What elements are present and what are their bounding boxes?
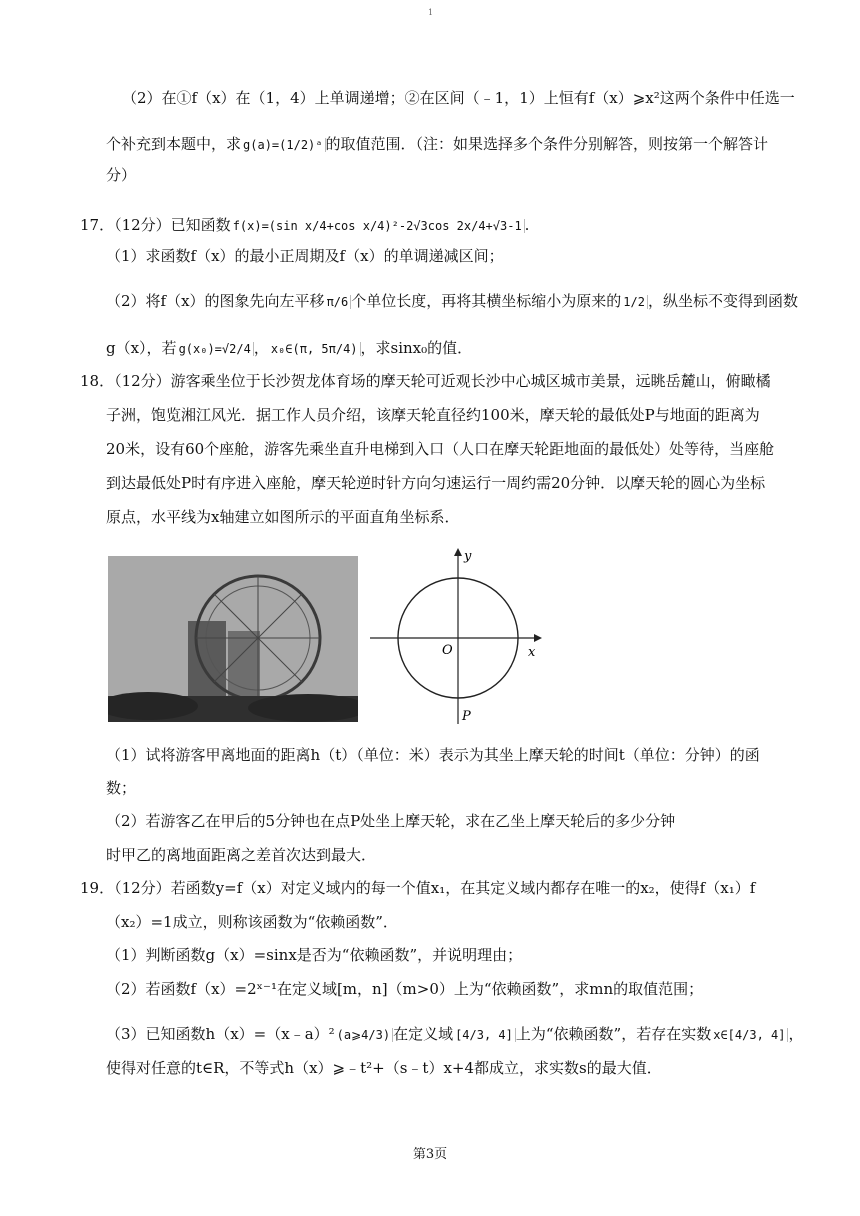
q18-line1: 18．（12分）游客乘坐位于长沙贺龙体育场的摩天轮可近观长沙中心城区城市美景，远眺岳麓山，俯瞰橘: [80, 372, 771, 390]
text: ，: [788, 1025, 804, 1043]
text: 个补充到本题中，求: [106, 135, 242, 153]
q19-part3-line2: 使得对任意的t∈R，不等式h（x）⩾﹣t²+（s﹣t）x+4都成立，求实数s的最大值．: [106, 1059, 662, 1077]
formula-g-a: g(a)=(1/2)ᵃ: [241, 138, 325, 152]
text: 在定义域: [393, 1025, 454, 1043]
q18-part1-line1: （1）试将游客甲离地面的距离h（t）（单位：米）表示为其坐上摩天轮的时间t（单位：分钟）的函: [106, 746, 760, 764]
coordinate-diagram: [370, 544, 544, 726]
ferris-wheel-photo-art: [108, 556, 358, 722]
page-footer: 第3页: [412, 1147, 448, 1162]
q18-part2-line1: （2）若游客乙在甲后的5分钟也在点P处坐上摩天轮，求在乙坐上摩天轮后的多少分钟: [106, 812, 676, 830]
text: 的取值范围．（注：如果选择多个条件分别解答，则按第一个解答计: [325, 135, 769, 153]
q19-line1: 19．（12分）若函数y=f（x）对定义域内的每一个值x₁，在其定义域内都存在唯一的x₂，使得f（x₁）f: [80, 879, 756, 897]
origin-label: O: [442, 643, 453, 658]
q16-part2-line3: 分）: [106, 166, 137, 184]
formula-x-in: x∈[4/3, 4]: [711, 1028, 788, 1042]
formula-x0-range: x₀∈(π, 5π/4): [269, 342, 361, 356]
text: ，纵坐标不变得到函数: [647, 292, 798, 310]
q18-part1-line2: 数；: [106, 779, 137, 797]
q19-part3-line1: [106, 1023, 803, 1046]
q18-part2-line2: 时甲乙的离地面距离之差首次达到最大．: [106, 846, 377, 864]
q19-part1: （1）判断函数g（x）=sinx是否为“依赖函数”，并说明理由；: [106, 946, 523, 964]
q17-stem: 17．（12分）已知函数 f(x)=(sin x/4+cos x/4)²-2√3cos 2x/4+√3-1 .: [80, 216, 530, 234]
formula-a-cond: (a⩾4/3): [335, 1028, 393, 1042]
text: 上为“依赖函数”，若存在实数: [515, 1025, 712, 1043]
formula-domain: [4/3, 4]: [453, 1028, 516, 1042]
point-p-label: P: [462, 709, 471, 724]
formula-half: 1/2: [621, 295, 648, 309]
q17-part2-line1: [106, 290, 798, 313]
formula-pi6: π/6: [325, 295, 352, 309]
q18-line3: 20米，设有60个座舱，游客先乘坐直升电梯到入口（人口在摩天轮距地面的最低处）处等待，当座舱: [106, 440, 775, 458]
text: （3）已知函数h（x）=（x﹣a）²: [106, 1025, 335, 1043]
text: （2）将f（x）的图象先向左平移: [106, 292, 325, 310]
q18-line2: 子洲，饱览湘江风光．据工作人员介绍，该摩天轮直径约100米，摩天轮的最低处P与地面的距离为: [106, 406, 760, 424]
header-mark: 1: [428, 8, 434, 17]
text: ，求sinx₀的值．: [360, 339, 473, 357]
q18-line5: 原点，水平线为x轴建立如图所示的平面直角坐标系．: [106, 508, 460, 526]
text: 17．（12分）已知函数: [80, 216, 231, 234]
ferris-wheel-photo: [108, 556, 358, 722]
q19-part2: （2）若函数f（x）=2ˣ⁻¹在定义域[m，n]（m>0）上为“依赖函数”，求mn的取值范围；: [106, 980, 704, 998]
q16-part2-line2: [106, 133, 768, 156]
q17-part2-line2: g（x），若 g(x₀)=√2/4 ， x₀∈(π, 5π/4) ，求sinx₀的值．: [106, 339, 473, 357]
text: 个单位长度，再将其横坐标缩小为原来的: [351, 292, 622, 310]
q16-part2-line1: （2）在①f（x）在（1，4）上单调递增；②在区间（﹣1，1）上恒有f（x）⩾x²这两个条件中任选一: [122, 89, 795, 107]
x-axis-label: x: [528, 645, 536, 660]
formula-f-x: f(x)=(sin x/4+cos x/4)²-2√3cos 2x/4+√3-1: [231, 219, 525, 233]
coordinate-diagram-svg: [370, 544, 544, 726]
q17-part1: （1）求函数f（x）的最小正周期及f（x）的单调递减区间；: [106, 247, 504, 265]
text: g（x），若: [106, 339, 177, 357]
formula-g-x0: g(x₀)=√2/4: [177, 342, 254, 356]
q18-line4: 到达最低处P时有序进入座舱，摩天轮逆时针方向匀速运行一周约需20分钟．以摩天轮的圆心为坐标: [106, 474, 766, 492]
y-axis-label: y: [464, 549, 472, 564]
q19-line2: （x₂）=1成立，则称该函数为“依赖函数”．: [106, 913, 398, 931]
